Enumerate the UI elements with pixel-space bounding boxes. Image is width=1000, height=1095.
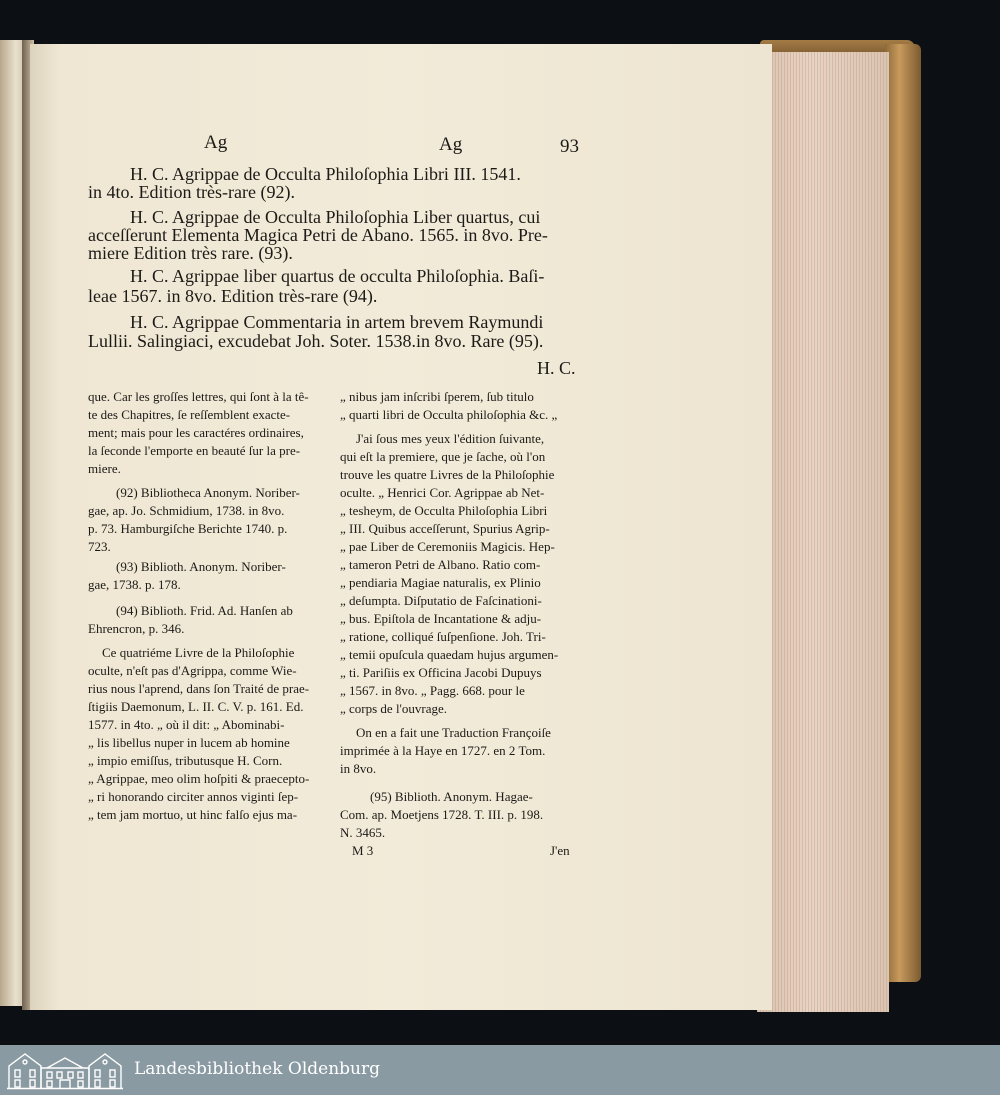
entry-line: leae 1567. in 8vo. Edition très-rare (94). (88, 286, 378, 306)
library-building-logo (7, 1050, 123, 1090)
footnote-right-line: „ 1567. in 8vo. „ Pagg. 668. pour le (340, 683, 525, 698)
page-number: 93 (560, 136, 579, 157)
footnote-left-line: miere. (88, 461, 121, 476)
footnote-left-line: ment; mais pour les caractéres ordinaires, (88, 425, 304, 440)
entry-line: H. C. Agrippae liber quartus de occulta Philoſophia. Baſi- (130, 266, 545, 286)
book-page (30, 44, 772, 1010)
footnote-left-line: Ce quatriéme Livre de la Philoſophie (102, 645, 295, 660)
footnote-right-line: „ temii opuſcula quaedam hujus argumen- (340, 647, 559, 662)
footnote-right-line: Com. ap. Moetjens 1728. T. III. p. 198. (340, 807, 544, 822)
footnote-left-line: rius nous l'aprend, dans ſon Traité de prae- (88, 681, 310, 696)
footnote-right-line: „ ratione, colliqué ſuſpenſione. Joh. Tri- (340, 629, 546, 644)
footnote-right-line: N. 3465. (340, 825, 386, 840)
footnote-left-line: „ impio emiſſus, tributusque H. Corn. (88, 753, 283, 768)
footnote-left-line: ſtigiis Daemonum, L. II. C. V. p. 161. Ed. (88, 699, 304, 714)
footnote-right-line: „ corps de l'ouvrage. (340, 701, 448, 716)
footnote-left-line: Ehrencron, p. 346. (88, 621, 185, 636)
footnote-left-line: la ſeconde l'emporte en beauté ſur la pre- (88, 443, 301, 458)
footnote-left-line: (93) Biblioth. Anonym. Noriber- (116, 559, 286, 574)
catchword: J'en (550, 843, 570, 858)
footnote-left-line: p. 73. Hamburgiſche Berichte 1740. p. (88, 521, 288, 536)
library-name: Landesbibliothek Oldenburg (134, 1059, 381, 1079)
footnote-right-line: „ quarti libri de Occulta philoſophia &c. „ (340, 407, 558, 422)
footnote-right-line: On en a fait une Traduction Françoiſe (356, 725, 551, 740)
footnote-right-line: qui eſt la premiere, que je ſache, où l'on (340, 449, 546, 464)
footnote-right-line: (95) Biblioth. Anonym. Hagae- (370, 789, 533, 804)
footnote-left-line: gae, ap. Jo. Schmidium, 1738. in 8vo. (88, 503, 285, 518)
footnote-right-line: „ nibus jam inſcribi ſperem, ſub titulo (340, 389, 534, 404)
footnote-left-line: „ lis libellus nuper in lucem ab homine (88, 735, 290, 750)
footnote-left-line: 723. (88, 539, 111, 554)
footnote-right-line: in 8vo. (340, 761, 377, 776)
entry-line: miere Edition très rare. (93). (88, 243, 293, 263)
footnote-left-line: oculte, n'eſt pas d'Agrippa, comme Wie- (88, 663, 297, 678)
footnote-left-line: „ Agrippae, meo olim hoſpiti & praecepto- (88, 771, 310, 786)
entry-line: Lullii. Salingiaci, excudebat Joh. Soter. 1538.in 8vo. Rare (95). (88, 331, 544, 351)
entry-line: H. C. Agrippae Commentaria in artem brevem Raymundi (130, 312, 544, 332)
footnote-right-line: „ ti. Pariſiis ex Officina Jacobi Dupuys (340, 665, 542, 680)
footnote-right-line: „ pae Liber de Ceremoniis Magicis. Hep- (340, 539, 555, 554)
signature-mark: M 3 (352, 843, 374, 858)
footnote-left-line: 1577. in 4to. „ où il dit: „ Abominabi- (88, 717, 285, 732)
footnote-right-line: J'ai ſous mes yeux l'édition ſuivante, (356, 431, 545, 446)
footnote-right-line: „ III. Quibus acceſſerunt, Spurius Agrip- (340, 521, 550, 536)
footnote-right-line: „ tesheym, de Occulta Philoſophia Libri (340, 503, 548, 518)
footnote-right-line: „ deſumpta. Diſputatio de Faſcinationi- (340, 593, 542, 608)
footnote-right-line: trouve les quatre Livres de la Philoſophie (340, 467, 555, 482)
footnote-left-line: te des Chapitres, ſe reſſemblent exacte- (88, 407, 291, 422)
footnote-left-line: (92) Bibliotheca Anonym. Noriber- (116, 485, 300, 500)
footnote-right-line: „ pendiaria Magiae naturalis, ex Plinio (340, 575, 541, 590)
library-footer (0, 1045, 1000, 1095)
entry-line: in 4to. Edition très-rare (92). (88, 182, 295, 202)
footnote-right-line: oculte. „ Henrici Cor. Agrippae ab Net- (340, 485, 545, 500)
footnote-right-line: „ tameron Petri de Albano. Ratio com- (340, 557, 541, 572)
entry-line: acceſſerunt Elementa Magica Petri de Abano. 1565. in 8vo. Pre- (88, 225, 548, 245)
footnote-right-line: imprimée à la Haye en 1727. en 2 Tom. (340, 743, 546, 758)
footnote-left-line: „ ri honorando circiter annos viginti ſep- (88, 789, 299, 804)
entry-line: H. C. Agrippae de Occulta Philoſophia Libri III. 1541. (130, 164, 521, 184)
footnote-left-line: (94) Biblioth. Frid. Ad. Hanſen ab (116, 603, 293, 618)
page-edges (757, 52, 889, 1012)
book-cover-right (885, 44, 921, 982)
footnote-left-line: gae, 1738. p. 178. (88, 577, 181, 592)
footnote-left-line: que. Car les groſſes lettres, qui ſont à la tê- (88, 389, 309, 404)
catch-entry: H. C. (537, 358, 576, 378)
header-center: Ag (439, 134, 463, 155)
header-left: Ag (204, 132, 228, 153)
entry-line: H. C. Agrippae de Occulta Philoſophia Liber quartus, cui (130, 207, 541, 227)
footnote-right-line: „ bus. Epiſtola de Incantatione & adju- (340, 611, 542, 626)
footnote-left-line: „ tem jam mortuo, ut hinc falſo ejus ma- (88, 807, 298, 822)
